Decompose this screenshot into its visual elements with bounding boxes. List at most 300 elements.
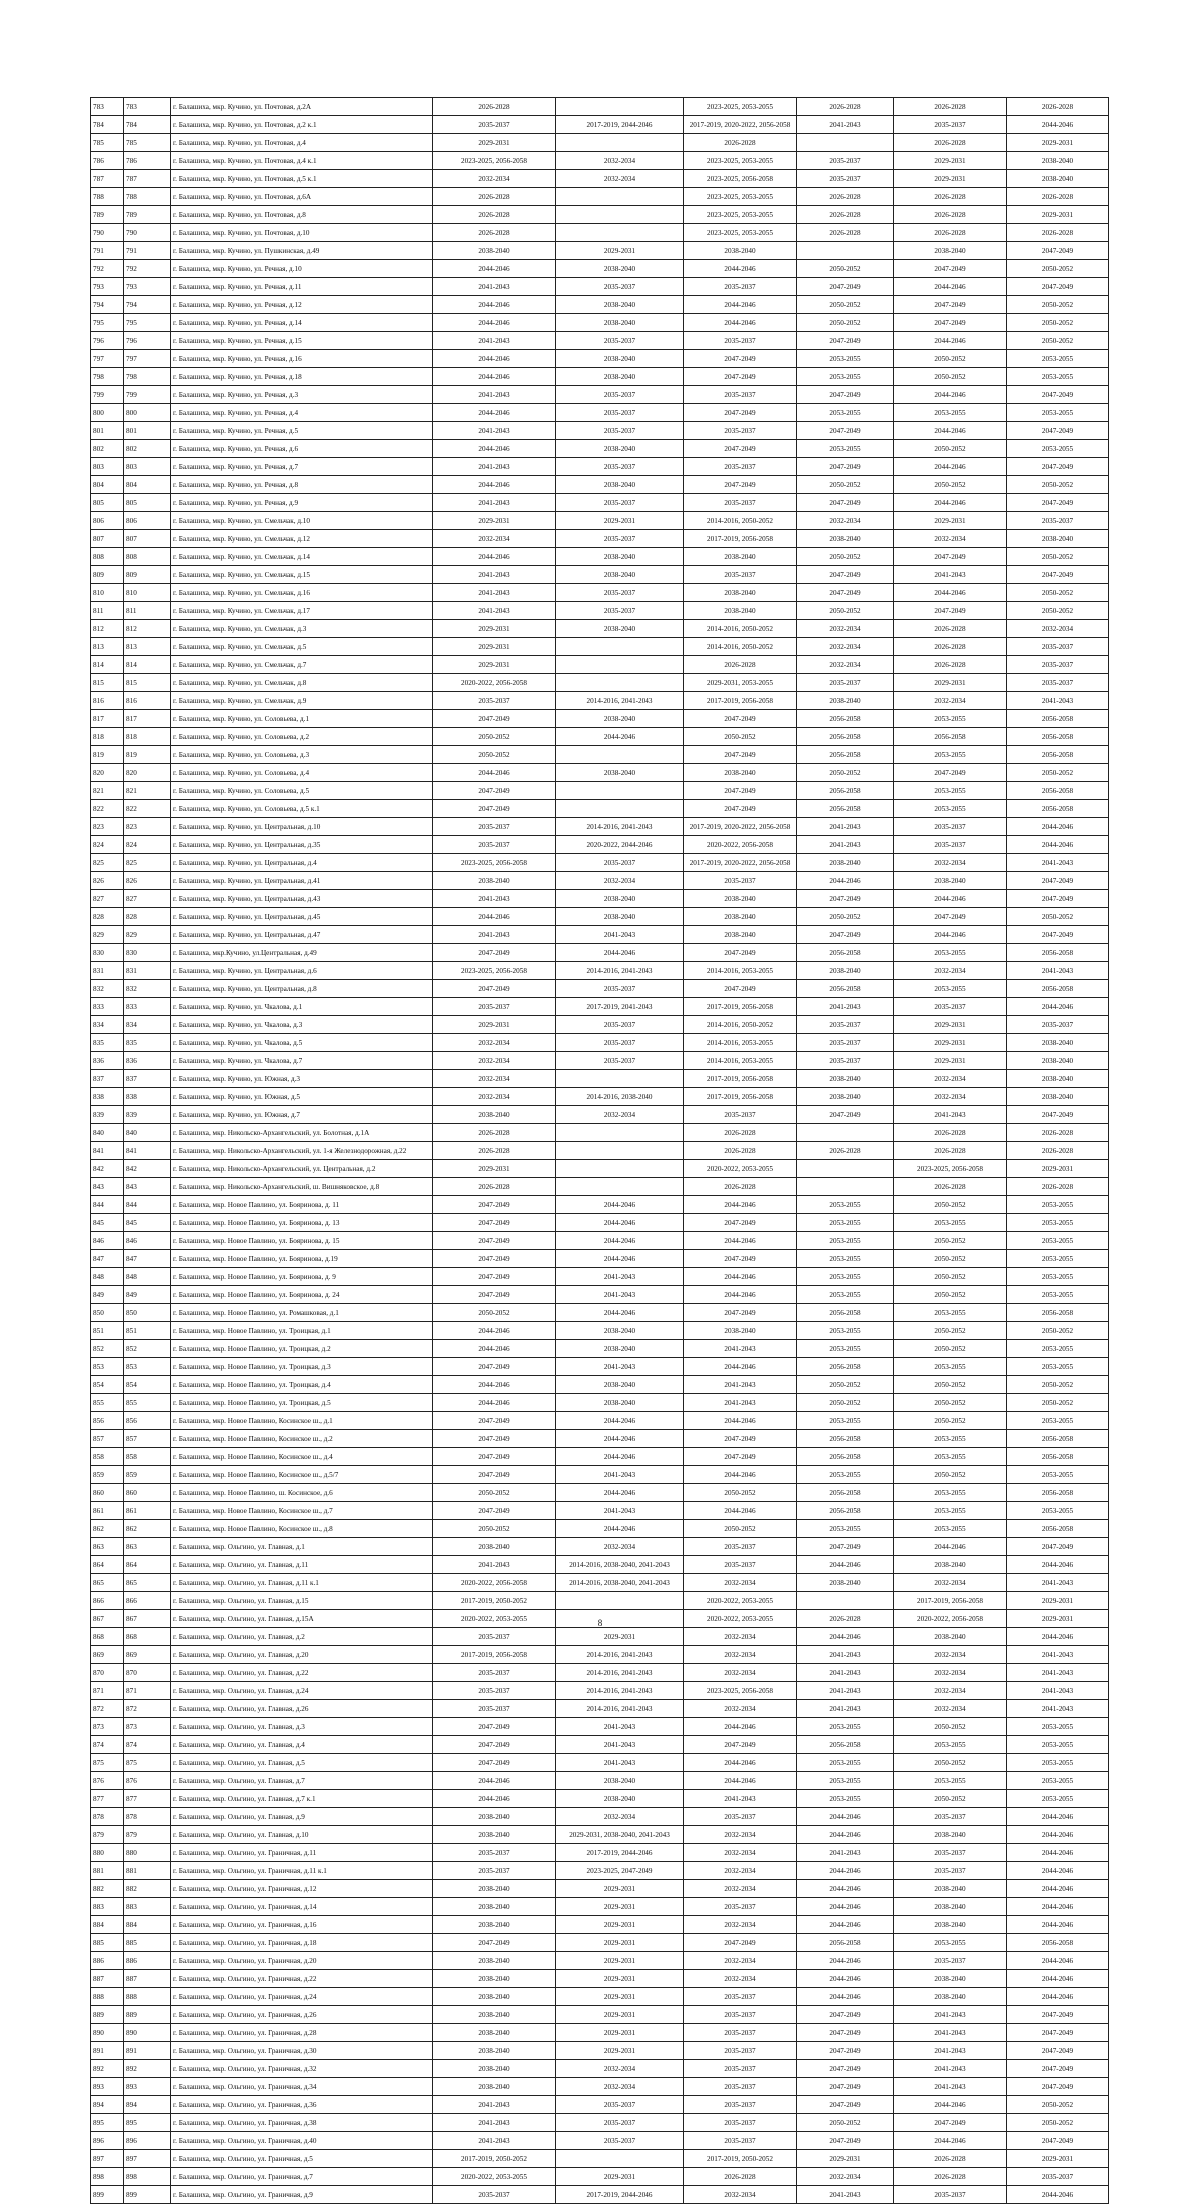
index-cell: 783 bbox=[124, 98, 171, 116]
index-cell: 868 bbox=[91, 1628, 124, 1646]
period-cell: 2026-2028 bbox=[894, 2150, 1007, 2168]
address-cell: г. Балашиха, мкр. Кучино, ул. Центральная, д.8 bbox=[171, 980, 433, 998]
period-cell: 2035-2037 bbox=[556, 1052, 684, 1070]
period-cell: 2041-2043 bbox=[433, 458, 556, 476]
period-cell: 2041-2043 bbox=[556, 926, 684, 944]
index-cell: 828 bbox=[124, 908, 171, 926]
index-cell: 851 bbox=[124, 1322, 171, 1340]
address-cell: г. Балашиха, мкр. Ольгино, ул. Главная, д.3 bbox=[171, 1718, 433, 1736]
index-cell: 854 bbox=[124, 1376, 171, 1394]
table-row bbox=[91, 1484, 1109, 1502]
period-cell: 2029-2031 bbox=[556, 1934, 684, 1952]
period-cell: 2056-2058 bbox=[894, 728, 1007, 746]
period-cell: 2053-2055 bbox=[797, 1772, 894, 1790]
period-cell: 2029-2031 bbox=[556, 1898, 684, 1916]
period-cell: 2035-2037 bbox=[556, 602, 684, 620]
period-cell: 2044-2046 bbox=[684, 1754, 797, 1772]
period-cell: 2044-2046 bbox=[556, 1232, 684, 1250]
period-cell: 2014-2016, 2041-2043 bbox=[556, 1700, 684, 1718]
period-cell: 2056-2058 bbox=[797, 782, 894, 800]
index-cell: 809 bbox=[124, 566, 171, 584]
table-row bbox=[91, 1916, 1109, 1934]
period-cell: 2032-2034 bbox=[556, 872, 684, 890]
period-cell: 2026-2028 bbox=[797, 1142, 894, 1160]
period-cell: 2044-2046 bbox=[797, 1970, 894, 1988]
period-cell: 2047-2049 bbox=[684, 1430, 797, 1448]
period-cell: 2035-2037 bbox=[684, 1808, 797, 1826]
period-cell: 2056-2058 bbox=[1007, 782, 1109, 800]
period-cell: 2035-2037 bbox=[684, 2042, 797, 2060]
period-cell: 2026-2028 bbox=[894, 224, 1007, 242]
period-cell: 2050-2052 bbox=[797, 260, 894, 278]
period-cell: 2047-2049 bbox=[433, 1466, 556, 1484]
period-cell: 2041-2043 bbox=[797, 1646, 894, 1664]
period-cell: 2038-2040 bbox=[556, 1340, 684, 1358]
index-cell: 792 bbox=[91, 260, 124, 278]
period-cell: 2029-2031 bbox=[556, 1970, 684, 1988]
index-cell: 854 bbox=[91, 1376, 124, 1394]
index-cell: 804 bbox=[91, 476, 124, 494]
period-cell: 2020-2022, 2056-2058 bbox=[433, 1574, 556, 1592]
index-cell: 864 bbox=[91, 1556, 124, 1574]
period-cell bbox=[556, 224, 684, 242]
period-cell: 2014-2016, 2038-2040 bbox=[556, 1088, 684, 1106]
index-cell: 873 bbox=[91, 1718, 124, 1736]
table-row bbox=[91, 692, 1109, 710]
index-cell: 831 bbox=[124, 962, 171, 980]
period-cell: 2047-2049 bbox=[1007, 422, 1109, 440]
period-cell: 2020-2022, 2053-2055 bbox=[684, 1610, 797, 1628]
period-cell: 2017-2019, 2050-2052 bbox=[433, 2150, 556, 2168]
index-cell: 790 bbox=[91, 224, 124, 242]
period-cell: 2047-2049 bbox=[1007, 2006, 1109, 2024]
period-cell: 2041-2043 bbox=[797, 836, 894, 854]
table-row bbox=[91, 1520, 1109, 1538]
period-cell: 2035-2037 bbox=[684, 2096, 797, 2114]
period-cell: 2053-2055 bbox=[894, 1520, 1007, 1538]
period-cell: 2047-2049 bbox=[684, 944, 797, 962]
period-cell: 2035-2037 bbox=[433, 818, 556, 836]
period-cell: 2050-2052 bbox=[894, 1322, 1007, 1340]
address-cell: г. Балашиха, мкр. Новое Павлино, ул. Троицкая, д.3 bbox=[171, 1358, 433, 1376]
period-cell: 2044-2046 bbox=[684, 260, 797, 278]
period-cell: 2035-2037 bbox=[684, 1556, 797, 1574]
table-row bbox=[91, 1376, 1109, 1394]
address-cell: г. Балашиха, мкр. Ольгино, ул. Граничная, д.28 bbox=[171, 2024, 433, 2042]
period-cell: 2041-2043 bbox=[433, 332, 556, 350]
address-cell: г. Балашиха, мкр. Кучино, ул. Речная, д.14 bbox=[171, 314, 433, 332]
address-cell: г. Балашиха, мкр. Ольгино, ул. Главная, д.26 bbox=[171, 1700, 433, 1718]
address-cell: г. Балашиха, мкр. Ольгино, ул. Граничная, д.11 bbox=[171, 1844, 433, 1862]
address-cell: г. Балашиха, мкр. Кучино, ул. Речная, д.12 bbox=[171, 296, 433, 314]
period-cell: 2026-2028 bbox=[433, 1178, 556, 1196]
table-row bbox=[91, 1034, 1109, 1052]
index-cell: 856 bbox=[124, 1412, 171, 1430]
period-cell: 2047-2049 bbox=[797, 458, 894, 476]
period-cell: 2047-2049 bbox=[684, 1304, 797, 1322]
period-cell bbox=[556, 1124, 684, 1142]
period-cell bbox=[556, 638, 684, 656]
period-cell: 2035-2037 bbox=[684, 566, 797, 584]
index-cell: 835 bbox=[91, 1034, 124, 1052]
period-cell: 2044-2046 bbox=[556, 1304, 684, 1322]
index-cell: 818 bbox=[124, 728, 171, 746]
period-cell: 2041-2043 bbox=[797, 116, 894, 134]
address-cell: г. Балашиха, мкр. Кучино, ул. Чкалова, д.1 bbox=[171, 998, 433, 1016]
period-cell: 2017-2019, 2056-2058 bbox=[684, 530, 797, 548]
period-cell: 2056-2058 bbox=[797, 980, 894, 998]
period-cell: 2041-2043 bbox=[433, 2096, 556, 2114]
period-cell: 2047-2049 bbox=[433, 1736, 556, 1754]
period-cell: 2041-2043 bbox=[894, 1106, 1007, 1124]
period-cell bbox=[556, 746, 684, 764]
period-cell: 2038-2040 bbox=[684, 764, 797, 782]
index-cell: 805 bbox=[91, 494, 124, 512]
period-cell: 2026-2028 bbox=[433, 1142, 556, 1160]
period-cell: 2047-2049 bbox=[1007, 1538, 1109, 1556]
period-cell: 2026-2028 bbox=[1007, 1142, 1109, 1160]
table-row bbox=[91, 890, 1109, 908]
period-cell: 2035-2037 bbox=[556, 980, 684, 998]
index-cell: 801 bbox=[91, 422, 124, 440]
period-cell: 2056-2058 bbox=[1007, 1484, 1109, 1502]
index-cell: 796 bbox=[124, 332, 171, 350]
period-cell: 2047-2049 bbox=[894, 314, 1007, 332]
table-row bbox=[91, 2150, 1109, 2168]
period-cell: 2050-2052 bbox=[797, 602, 894, 620]
address-cell: г. Балашиха, мкр. Новое Павлино, ул. Троицкая, д.2 bbox=[171, 1340, 433, 1358]
period-cell: 2032-2034 bbox=[684, 1700, 797, 1718]
period-cell: 2014-2016, 2041-2043 bbox=[556, 1682, 684, 1700]
period-cell: 2017-2019, 2050-2052 bbox=[684, 2150, 797, 2168]
index-cell: 789 bbox=[91, 206, 124, 224]
address-cell: г. Балашиха, мкр. Кучино, ул. Почтовая, д.4 к.1 bbox=[171, 152, 433, 170]
period-cell: 2035-2037 bbox=[556, 386, 684, 404]
index-cell: 813 bbox=[91, 638, 124, 656]
period-cell: 2038-2040 bbox=[894, 1970, 1007, 1988]
period-cell: 2044-2046 bbox=[684, 1286, 797, 1304]
period-cell: 2056-2058 bbox=[1007, 944, 1109, 962]
page-number: 8 bbox=[597, 1618, 603, 1628]
period-cell: 2044-2046 bbox=[894, 584, 1007, 602]
period-cell: 2041-2043 bbox=[894, 2060, 1007, 2078]
period-cell: 2053-2055 bbox=[797, 440, 894, 458]
period-cell: 2029-2031, 2053-2055 bbox=[684, 674, 797, 692]
table-row bbox=[91, 2042, 1109, 2060]
period-cell: 2038-2040 bbox=[797, 854, 894, 872]
period-cell: 2047-2049 bbox=[684, 1250, 797, 1268]
period-cell: 2044-2046 bbox=[684, 1412, 797, 1430]
period-cell: 2041-2043 bbox=[556, 1268, 684, 1286]
period-cell: 2041-2043 bbox=[797, 1844, 894, 1862]
table-row bbox=[91, 926, 1109, 944]
period-cell: 2029-2031 bbox=[433, 620, 556, 638]
period-cell: 2038-2040 bbox=[894, 872, 1007, 890]
address-cell: г. Балашиха, мкр. Ольгино, ул. Главная, д.4 bbox=[171, 1736, 433, 1754]
table-row bbox=[91, 1448, 1109, 1466]
period-cell: 2035-2037 bbox=[797, 674, 894, 692]
period-cell: 2047-2049 bbox=[433, 944, 556, 962]
address-cell: г. Балашиха, мкр. Новое Павлино, ул. Бояринова, д. 24 bbox=[171, 1286, 433, 1304]
index-cell: 836 bbox=[91, 1052, 124, 1070]
table-row bbox=[91, 296, 1109, 314]
index-cell: 851 bbox=[91, 1322, 124, 1340]
period-cell: 2056-2058 bbox=[1007, 728, 1109, 746]
period-cell: 2056-2058 bbox=[1007, 1304, 1109, 1322]
period-cell: 2023-2025, 2053-2055 bbox=[684, 188, 797, 206]
period-cell: 2053-2055 bbox=[894, 1736, 1007, 1754]
index-cell: 859 bbox=[91, 1466, 124, 1484]
period-cell: 2035-2037 bbox=[433, 1844, 556, 1862]
table-row bbox=[91, 458, 1109, 476]
index-cell: 848 bbox=[124, 1268, 171, 1286]
index-cell: 849 bbox=[91, 1286, 124, 1304]
period-cell: 2053-2055 bbox=[1007, 1196, 1109, 1214]
period-cell: 2047-2049 bbox=[433, 1250, 556, 1268]
table-row bbox=[91, 530, 1109, 548]
index-cell: 899 bbox=[91, 2186, 124, 2204]
period-cell: 2038-2040 bbox=[1007, 1034, 1109, 1052]
index-cell: 787 bbox=[124, 170, 171, 188]
period-cell: 2041-2043 bbox=[894, 566, 1007, 584]
period-cell: 2056-2058 bbox=[1007, 980, 1109, 998]
address-cell: г. Балашиха, мкр. Ольгино, ул. Граничная, д.22 bbox=[171, 1970, 433, 1988]
period-cell: 2044-2046 bbox=[433, 296, 556, 314]
table-row bbox=[91, 332, 1109, 350]
index-cell: 870 bbox=[124, 1664, 171, 1682]
index-cell: 836 bbox=[124, 1052, 171, 1070]
period-cell: 2044-2046 bbox=[433, 404, 556, 422]
period-cell: 2050-2052 bbox=[894, 1340, 1007, 1358]
period-cell: 2053-2055 bbox=[1007, 1214, 1109, 1232]
address-cell: г. Балашиха, мкр. Никольско-Архангельский, ш. Вишняковское, д.8 bbox=[171, 1178, 433, 1196]
table-row bbox=[91, 1556, 1109, 1574]
index-cell: 898 bbox=[91, 2168, 124, 2186]
period-cell: 2026-2028 bbox=[684, 1178, 797, 1196]
period-cell: 2035-2037 bbox=[894, 1844, 1007, 1862]
period-cell: 2032-2034 bbox=[1007, 620, 1109, 638]
period-cell: 2044-2046 bbox=[797, 1898, 894, 1916]
index-cell: 806 bbox=[124, 512, 171, 530]
period-cell: 2029-2031 bbox=[894, 1052, 1007, 1070]
period-cell: 2044-2046 bbox=[433, 1340, 556, 1358]
period-cell: 2029-2031 bbox=[556, 2006, 684, 2024]
table-row bbox=[91, 2186, 1109, 2204]
period-cell: 2014-2016, 2038-2040, 2041-2043 bbox=[556, 1556, 684, 1574]
table-row bbox=[91, 1718, 1109, 1736]
table-row bbox=[91, 2132, 1109, 2150]
period-cell: 2047-2049 bbox=[684, 476, 797, 494]
period-cell: 2038-2040 bbox=[556, 1322, 684, 1340]
table-row bbox=[91, 314, 1109, 332]
period-cell: 2038-2040 bbox=[433, 1952, 556, 1970]
index-cell: 862 bbox=[124, 1520, 171, 1538]
table-row bbox=[91, 260, 1109, 278]
period-cell: 2044-2046 bbox=[894, 1538, 1007, 1556]
period-cell: 2056-2058 bbox=[1007, 800, 1109, 818]
period-cell: 2053-2055 bbox=[797, 1466, 894, 1484]
index-cell: 817 bbox=[124, 710, 171, 728]
period-cell: 2038-2040 bbox=[556, 368, 684, 386]
period-cell: 2047-2049 bbox=[433, 1412, 556, 1430]
period-cell: 2050-2052 bbox=[894, 1394, 1007, 1412]
period-cell: 2038-2040 bbox=[684, 584, 797, 602]
period-cell: 2053-2055 bbox=[797, 1322, 894, 1340]
index-cell: 879 bbox=[91, 1826, 124, 1844]
index-cell: 855 bbox=[91, 1394, 124, 1412]
address-cell: г. Балашиха, мкр. Кучино, ул. Центральная, д.41 bbox=[171, 872, 433, 890]
address-cell: г. Балашиха, мкр. Ольгино, ул. Граничная, д.30 bbox=[171, 2042, 433, 2060]
index-cell: 847 bbox=[91, 1250, 124, 1268]
period-cell bbox=[556, 206, 684, 224]
period-cell: 2044-2046 bbox=[797, 1988, 894, 2006]
period-cell: 2053-2055 bbox=[894, 710, 1007, 728]
index-cell: 897 bbox=[91, 2150, 124, 2168]
index-cell: 896 bbox=[91, 2132, 124, 2150]
index-cell: 840 bbox=[91, 1124, 124, 1142]
period-cell: 2053-2055 bbox=[1007, 1502, 1109, 1520]
address-cell: г. Балашиха, мкр. Кучино, ул. Центральная, д.47 bbox=[171, 926, 433, 944]
period-cell: 2050-2052 bbox=[1007, 1394, 1109, 1412]
index-cell: 882 bbox=[91, 1880, 124, 1898]
period-cell: 2044-2046 bbox=[556, 1196, 684, 1214]
address-cell: г. Балашиха, мкр. Кучино, ул. Почтовая, д.8 bbox=[171, 206, 433, 224]
period-cell bbox=[797, 242, 894, 260]
period-cell: 2053-2055 bbox=[894, 746, 1007, 764]
period-cell: 2044-2046 bbox=[1007, 1844, 1109, 1862]
period-cell: 2047-2049 bbox=[894, 764, 1007, 782]
period-cell bbox=[556, 782, 684, 800]
address-cell: г. Балашиха, мкр. Новое Павлино, ул. Бояринова, д. 11 bbox=[171, 1196, 433, 1214]
address-cell: г. Балашиха, мкр. Ольгино, ул. Граничная, д.38 bbox=[171, 2114, 433, 2132]
period-cell: 2050-2052 bbox=[1007, 332, 1109, 350]
table-row bbox=[91, 944, 1109, 962]
period-cell: 2035-2037 bbox=[1007, 638, 1109, 656]
index-cell: 852 bbox=[124, 1340, 171, 1358]
table-row bbox=[91, 1304, 1109, 1322]
period-cell: 2053-2055 bbox=[1007, 1790, 1109, 1808]
address-cell: г. Балашиха, мкр. Ольгино, ул. Граничная, д.18 bbox=[171, 1934, 433, 1952]
period-cell: 2032-2034 bbox=[894, 530, 1007, 548]
period-cell: 2044-2046 bbox=[556, 1448, 684, 1466]
index-cell: 850 bbox=[91, 1304, 124, 1322]
period-cell: 2038-2040 bbox=[684, 890, 797, 908]
address-cell: г. Балашиха, мкр. Новое Павлино, ул. Бояринова, д.19 bbox=[171, 1250, 433, 1268]
period-cell: 2035-2037 bbox=[684, 1538, 797, 1556]
table-row bbox=[91, 242, 1109, 260]
period-cell: 2035-2037 bbox=[556, 1034, 684, 1052]
period-cell: 2038-2040 bbox=[1007, 1052, 1109, 1070]
address-cell: г. Балашиха, мкр. Новое Павлино, ул. Троицкая, д.5 bbox=[171, 1394, 433, 1412]
index-cell: 860 bbox=[91, 1484, 124, 1502]
period-cell: 2041-2043 bbox=[1007, 962, 1109, 980]
table-row bbox=[91, 1934, 1109, 1952]
address-cell: г. Балашиха, мкр. Ольгино, ул. Главная, д.7 bbox=[171, 1772, 433, 1790]
period-cell: 2038-2040 bbox=[1007, 170, 1109, 188]
period-cell: 2038-2040 bbox=[1007, 152, 1109, 170]
period-cell: 2032-2034 bbox=[433, 1070, 556, 1088]
period-cell: 2038-2040 bbox=[433, 1538, 556, 1556]
index-cell: 789 bbox=[124, 206, 171, 224]
period-cell: 2044-2046 bbox=[894, 332, 1007, 350]
table-row bbox=[91, 2060, 1109, 2078]
period-cell: 2041-2043 bbox=[1007, 692, 1109, 710]
index-cell: 833 bbox=[124, 998, 171, 1016]
period-cell: 2050-2052 bbox=[894, 1466, 1007, 1484]
period-cell: 2053-2055 bbox=[797, 1250, 894, 1268]
period-cell: 2044-2046 bbox=[684, 296, 797, 314]
index-cell: 804 bbox=[124, 476, 171, 494]
period-cell: 2047-2049 bbox=[797, 890, 894, 908]
table-row bbox=[91, 1754, 1109, 1772]
period-cell: 2029-2031 bbox=[1007, 2150, 1109, 2168]
period-cell: 2044-2046 bbox=[684, 1232, 797, 1250]
period-cell: 2044-2046 bbox=[556, 728, 684, 746]
index-cell: 817 bbox=[91, 710, 124, 728]
index-cell: 832 bbox=[91, 980, 124, 998]
address-cell: г. Балашиха, мкр. Ольгино, ул. Граничная, д.12 bbox=[171, 1880, 433, 1898]
period-cell: 2029-2031 bbox=[556, 1628, 684, 1646]
period-cell: 2047-2049 bbox=[684, 368, 797, 386]
period-cell: 2038-2040 bbox=[797, 1574, 894, 1592]
address-cell: г. Балашиха, мкр. Кучино, ул. Центральная, д.10 bbox=[171, 818, 433, 836]
period-cell: 2050-2052 bbox=[894, 1196, 1007, 1214]
address-cell: г. Балашиха, мкр. Ольгино, ул. Граничная, д.14 bbox=[171, 1898, 433, 1916]
period-cell: 2047-2049 bbox=[797, 332, 894, 350]
period-cell: 2038-2040 bbox=[556, 476, 684, 494]
period-cell: 2050-2052 bbox=[433, 1304, 556, 1322]
table-row bbox=[91, 836, 1109, 854]
index-cell: 826 bbox=[91, 872, 124, 890]
address-cell: г. Балашиха, мкр. Новое Павлино, Косинское ш., д.1 bbox=[171, 1412, 433, 1430]
period-cell: 2026-2028 bbox=[684, 1142, 797, 1160]
period-cell: 2029-2031 bbox=[1007, 1160, 1109, 1178]
table-row bbox=[91, 386, 1109, 404]
period-cell bbox=[556, 2150, 684, 2168]
period-cell: 2047-2049 bbox=[1007, 494, 1109, 512]
period-cell bbox=[556, 674, 684, 692]
period-cell: 2029-2031 bbox=[1007, 1610, 1109, 1628]
address-cell: г. Балашиха, мкр. Кучино, ул. Смельчак, д.12 bbox=[171, 530, 433, 548]
index-cell: 815 bbox=[91, 674, 124, 692]
period-cell: 2047-2049 bbox=[894, 260, 1007, 278]
index-cell: 883 bbox=[124, 1898, 171, 1916]
index-cell: 830 bbox=[91, 944, 124, 962]
period-cell: 2044-2046 bbox=[684, 1196, 797, 1214]
period-cell: 2047-2049 bbox=[1007, 890, 1109, 908]
address-cell: г. Балашиха, мкр. Кучино, ул. Смельчак, д.14 bbox=[171, 548, 433, 566]
period-cell: 2035-2037 bbox=[433, 1700, 556, 1718]
period-cell: 2056-2058 bbox=[1007, 710, 1109, 728]
period-cell: 2026-2028 bbox=[433, 206, 556, 224]
period-cell: 2035-2037 bbox=[684, 2060, 797, 2078]
period-cell: 2044-2046 bbox=[433, 476, 556, 494]
address-cell: г. Балашиха, мкр. Ольгино, ул. Граничная, д.5 bbox=[171, 2150, 433, 2168]
period-cell: 2044-2046 bbox=[797, 1862, 894, 1880]
period-cell: 2035-2037 bbox=[797, 1016, 894, 1034]
period-cell bbox=[797, 134, 894, 152]
period-cell bbox=[556, 1142, 684, 1160]
period-cell: 2047-2049 bbox=[433, 1430, 556, 1448]
period-cell: 2047-2049 bbox=[797, 2078, 894, 2096]
period-cell: 2053-2055 bbox=[894, 1430, 1007, 1448]
period-cell: 2035-2037 bbox=[684, 872, 797, 890]
address-cell: г. Балашиха, мкр. Кучино, ул. Смельчак, д.16 bbox=[171, 584, 433, 602]
period-cell: 2026-2028 bbox=[684, 1124, 797, 1142]
index-cell: 797 bbox=[91, 350, 124, 368]
period-cell: 2050-2052 bbox=[1007, 314, 1109, 332]
period-cell: 2041-2043 bbox=[556, 1736, 684, 1754]
